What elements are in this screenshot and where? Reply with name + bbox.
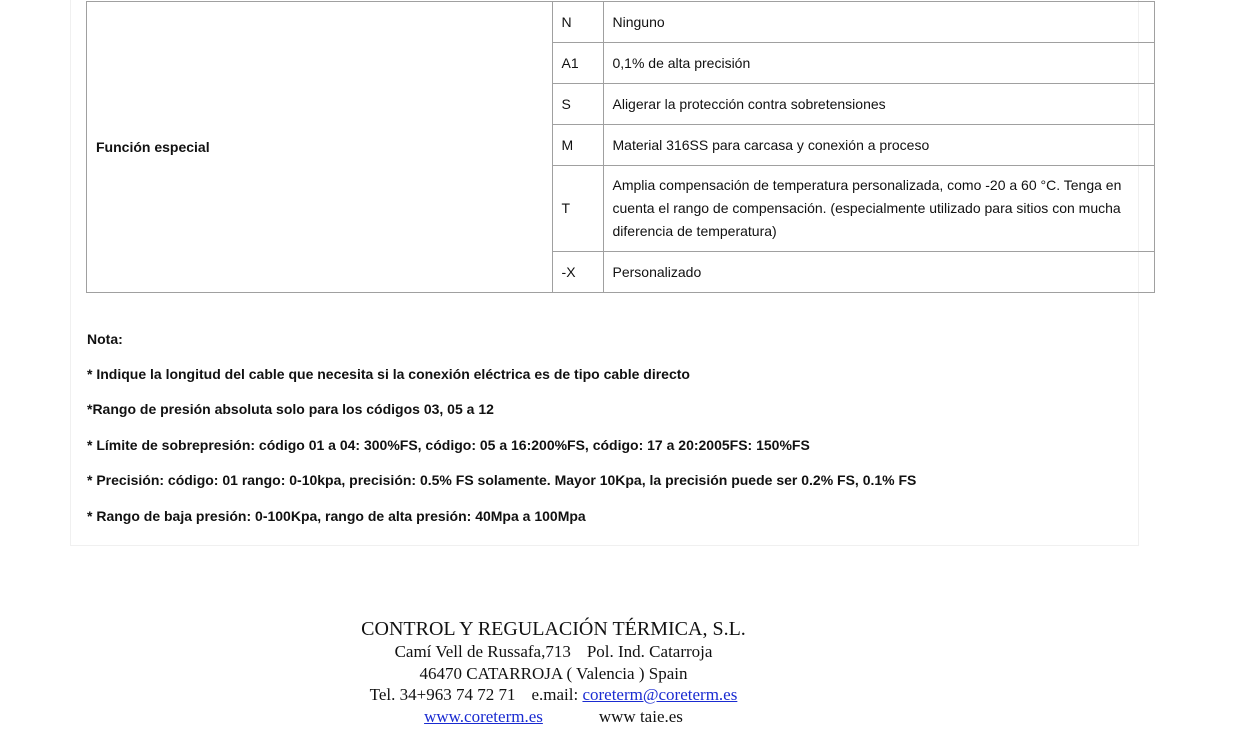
option-code: S [552,84,603,125]
option-description: Ninguno [603,2,1155,43]
note-item: * Precisión: código: 01 rango: 0-10kpa, precisión: 0.5% FS solamente. Mayor 10Kpa, la precisión puede ser 0.2% FS, 0.1% FS [87,472,917,488]
industrial-area: Pol. Ind. Catarroja [586,642,713,661]
option-code: N [552,2,603,43]
company-footer [290,617,817,727]
notes-title: Nota: [87,331,123,347]
contact-line [290,684,817,706]
website-secondary: www taie.es [598,706,683,726]
option-description: Personalizado [603,252,1155,293]
website-link[interactable]: www.coreterm.es [424,706,543,726]
web-line [290,706,817,728]
option-code: T [552,166,603,252]
table-row [87,2,1155,43]
option-description: Material 316SS para carcasa y conexión a proceso [603,125,1155,166]
company-name: CONTROL Y REGULACIÓN TÉRMICA, S.L. [361,618,746,640]
note-item: * Indique la longitud del cable que necesita si la conexión eléctrica es de tipo cable directo [87,366,690,382]
phone: Tel. 34+963 74 72 71 [369,685,516,704]
option-code: A1 [552,43,603,84]
option-description: Aligerar la protección contra sobretensiones [603,84,1155,125]
option-description: Amplia compensación de temperatura personalizada, como -20 a 60 °C. Tenga en cuenta el rango de compensación. (especialmente utilizado para sitios con mucha diferencia de temperatura) [603,166,1155,252]
option-code: -X [552,252,603,293]
option-description: 0,1% de alta precisión [603,43,1155,84]
note-item: *Rango de presión absoluta solo para los códigos 03, 05 a 12 [87,401,494,417]
function-label: Función especial [87,2,553,293]
email-link[interactable]: coreterm@coreterm.es [582,685,738,704]
special-function-table [86,1,1155,293]
city-line: 46470 CATARROJA ( Valencia ) Spain [419,663,688,683]
email-label: e.mail: [531,685,579,704]
street: Camí Vell de Russafa,713 [394,642,571,661]
note-item: * Rango de baja presión: 0-100Kpa, rango de alta presión: 40Mpa a 100Mpa [87,508,586,524]
address-line [290,641,817,663]
option-code: M [552,125,603,166]
note-item: * Límite de sobrepresión: código 01 a 04: 300%FS, código: 05 a 16:200%FS, código: 17 a 20:2005FS: 150%FS [87,437,810,453]
